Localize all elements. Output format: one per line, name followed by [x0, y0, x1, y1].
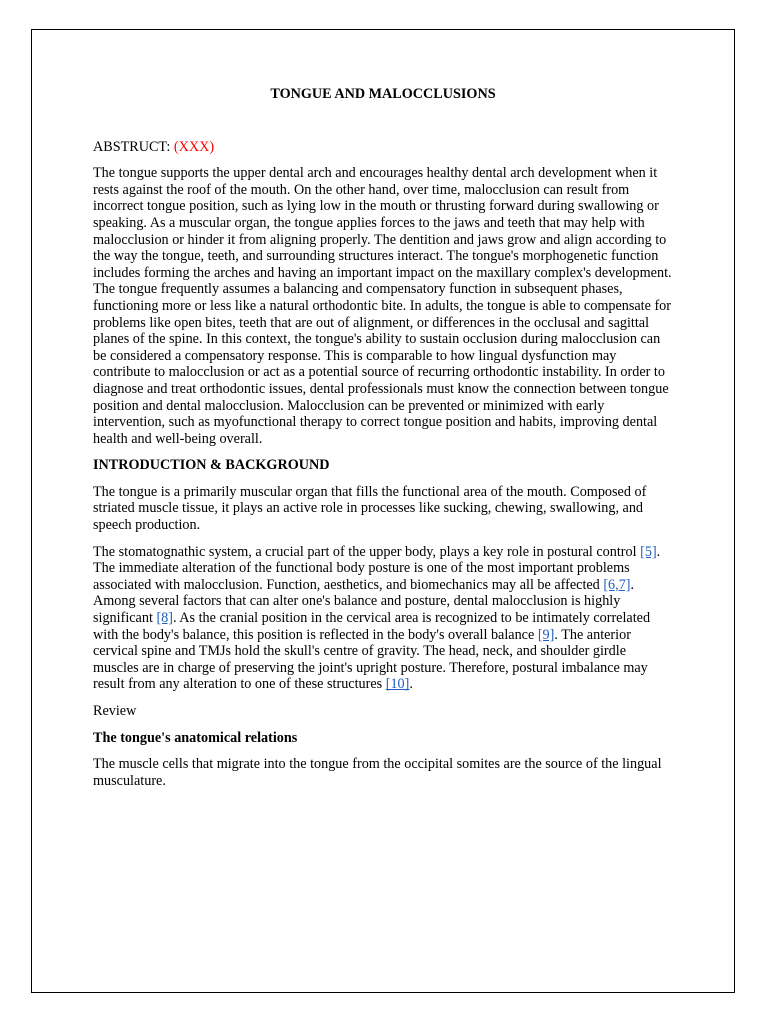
document-title: TONGUE AND MALOCCLUSIONS: [270, 86, 496, 102]
introduction-heading: INTRODUCTION & BACKGROUND: [93, 457, 330, 474]
anatomy-heading: The tongue's anatomical relations: [93, 729, 298, 746]
anatomy-paragraph-1: The muscle cells that migrate into the tongue from the occipital somites are the source of the lingual musculature.: [93, 756, 662, 789]
paragraph-text: . As the cranial position in the cervical area is recognized to be intimately correlated with the body's balance, this position is reflected in the body's overall balance: [93, 610, 651, 643]
abstract-label: ABSTRUCT:: [93, 138, 171, 155]
citation-link-8[interactable]: [8]: [156, 610, 173, 627]
abstract-placeholder: (XXX): [173, 138, 215, 155]
paragraph-text: . The immediate alteration of the functional body posture is one of the most important problems associated with malocclusion. Function, aesthetics, and biomechanics may all be affected: [93, 543, 661, 593]
document-body: [93, 86, 673, 799]
paragraph-text: The stomatognathic system, a crucial part of the upper body, plays a key role in postural control: [93, 543, 641, 560]
citation-link-6-7[interactable]: [6,7]: [603, 576, 631, 593]
paragraph-text: . The anterior cervical spine and TMJs hold the skull's centre of gravity. The head, neck, and shoulder girdle muscles are in charge of preserving the joint's upright posture. Therefore, postural imbalance may result from any alteration to one of these structures: [93, 626, 648, 693]
paragraph-text: .: [409, 676, 413, 693]
introduction-paragraph-1: The tongue is a primarily muscular organ that fills the functional area of the mouth. Composed of striated muscle tissue, it plays an active role in processes like sucking, chewing, swallowing, and speech production.: [93, 483, 647, 534]
abstract-heading: [93, 139, 673, 156]
citation-link-10[interactable]: [10]: [385, 676, 410, 693]
citation-link-5[interactable]: [5]: [640, 543, 657, 560]
introduction-paragraph-2: [93, 544, 673, 693]
citation-link-9[interactable]: [9]: [537, 626, 555, 643]
paragraph-text: . Among several factors that can alter one's balance and posture, dental malocclusion is highly significant: [93, 576, 635, 627]
abstract-paragraph: The tongue supports the upper dental arch and encourages healthy dental arch development when it rests against the roof of the mouth. On the other hand, over time, malocclusion can result from incorrect tongue position, such as lying low in the mouth or thrusting forward during swallowing or speaking. As a muscular organ, the tongue applies forces to the jaws and teeth that may help with malocclusion or hinder it from aligning properly. The dentition and jaws grow and align according to the way the tongue, teeth, and surrounding structures interact. The tongue's morphogenetic function includes forming the arches and having an important impact on the maxillary complex's development. The tongue frequently assumes a balancing and compensatory function in subsequent phases, functioning more or less like a natural orthodontic bite. In adults, the tongue is able to compensate for problems like open bites, teeth that are out of alignment, or differences in the occlusal and sagittal planes of the spine. In this context, the tongue's ability to sustain occlusion during malocclusion can be considered a compensatory response. This is comparable to how lingual dysfunction may contribute to malocclusion or act as a potential source of recurring orthodontic instability. In order to diagnose and treat orthodontic issues, dental professionals must know the connection between tongue position and dental malocclusion. Malocclusion can be prevented or minimized with early intervention, such as myofunctional therapy to correct tongue position and habits, improving dental health and well-being overall.: [93, 165, 672, 447]
review-label: Review: [93, 703, 137, 719]
